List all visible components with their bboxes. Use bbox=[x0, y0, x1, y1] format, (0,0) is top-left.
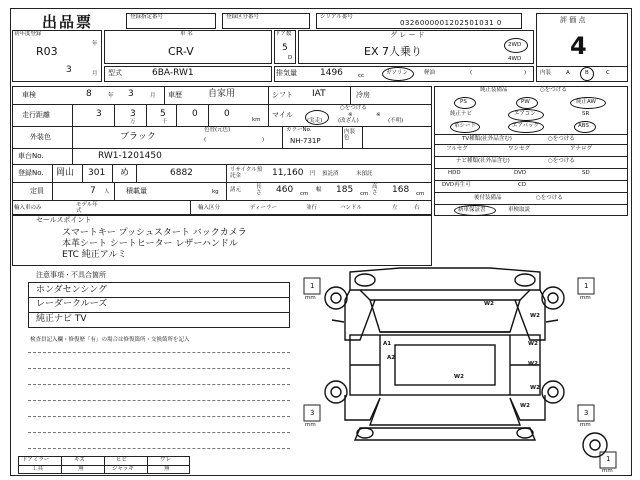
note-line-3: 純正ナビ TV bbox=[36, 314, 87, 324]
import-category-label: 輸入区分 bbox=[198, 205, 221, 211]
recycle-value: 11,160 bbox=[272, 168, 304, 178]
import-right: 右 bbox=[414, 205, 420, 211]
legend-scratch: キズ bbox=[74, 457, 85, 463]
serial-label: シリアル番号 bbox=[320, 14, 353, 20]
height-label: 高さ bbox=[372, 184, 378, 196]
serial-value: 0326000001202501031 0 bbox=[400, 19, 502, 27]
meter-actual: (実走) bbox=[307, 118, 323, 124]
equip-navi: 純正ナビ bbox=[450, 111, 473, 117]
mileage-digit-3: 5 bbox=[160, 109, 166, 119]
equipment-note: ○をつける bbox=[540, 87, 567, 93]
color-change-open: ( bbox=[204, 137, 207, 143]
sales-point-line-1: スマートキー プッシュスタート バックカメラ bbox=[62, 228, 247, 238]
dvd-cd: CD bbox=[518, 182, 527, 188]
meter-mark-2: ※ bbox=[376, 112, 381, 118]
equip-ac: エアコン bbox=[514, 111, 536, 117]
mileage-unit: km bbox=[252, 117, 261, 123]
legend-jack-none: 無 bbox=[164, 466, 170, 472]
model-year-label: モデル年式 bbox=[76, 202, 98, 215]
manual-book: 車検取説 bbox=[508, 207, 531, 213]
first-reg-month: 3 bbox=[66, 65, 72, 75]
equip-abs: ABS bbox=[578, 123, 589, 129]
chassis-label: 車台No. bbox=[18, 152, 44, 160]
plate-label: 登録No. bbox=[18, 169, 44, 177]
load-unit: kg bbox=[212, 189, 219, 195]
damage-mark-right-door-rear: W2 bbox=[528, 361, 538, 367]
inspection-label: 車検 bbox=[22, 91, 36, 99]
interior-grade-c: C bbox=[606, 70, 610, 76]
navi-dvd: DVD bbox=[514, 170, 527, 176]
fuel-gasoline: ガソリン bbox=[386, 70, 409, 76]
tv-fullseg: フルセグ bbox=[446, 146, 468, 152]
chassis-value: RW1-1201450 bbox=[98, 151, 162, 161]
shift-label: シフト bbox=[272, 91, 293, 99]
legend-jack: ジャッキ bbox=[112, 466, 134, 472]
legend-tools: 工具 bbox=[32, 466, 44, 472]
meter-note: ○をつける bbox=[340, 105, 367, 111]
usage-value: 自家用 bbox=[208, 89, 236, 99]
interior-color-label: 内装色 bbox=[344, 129, 356, 141]
tire-depth-fr: 1 bbox=[584, 282, 589, 290]
tv-analog: アナログ bbox=[570, 146, 593, 152]
meter-tampered: (改ざん) bbox=[338, 118, 359, 124]
import-left: 左 bbox=[392, 205, 398, 211]
width-value: 185 bbox=[336, 185, 354, 195]
equipment-title: 純正装備品 bbox=[480, 87, 508, 93]
shift-value: IAT bbox=[312, 89, 326, 99]
height-unit: cm bbox=[416, 191, 425, 197]
plate-kana: め bbox=[120, 168, 130, 178]
length-label: 長さ bbox=[256, 184, 262, 196]
recycle-label: リサイクル預託金 bbox=[230, 167, 263, 180]
sales-points-title: セールスポイント bbox=[36, 216, 92, 224]
plate-region: 岡山 bbox=[56, 168, 75, 178]
tire-depth-spare: 1 bbox=[606, 455, 611, 463]
fuel-other-close: ) bbox=[524, 70, 527, 76]
displacement-value: 1496 bbox=[320, 68, 343, 78]
damage-mark-right-door-front: W2 bbox=[528, 341, 538, 347]
vehicle-info-block bbox=[12, 86, 432, 216]
sales-point-line-3: ETC 純正アルミ bbox=[62, 250, 127, 260]
first-reg-label: 初年度登録 bbox=[14, 31, 42, 37]
width-unit: cm bbox=[360, 191, 369, 197]
sheet-title: 出品票 bbox=[42, 13, 94, 31]
doors-value: 5 bbox=[282, 43, 288, 53]
equip-pw: PW bbox=[521, 99, 530, 105]
inspection-month: 3 bbox=[128, 89, 134, 99]
tire-depth-rr-unit: mm bbox=[580, 422, 591, 428]
first-reg-year-unit: 年 bbox=[92, 41, 98, 47]
height-value: 168 bbox=[392, 185, 410, 195]
tv-oneseg: ワンセグ bbox=[508, 146, 531, 152]
capacity-value: 7 bbox=[90, 186, 96, 196]
color-code-value: NH-731P bbox=[290, 137, 321, 145]
interior-grade-label: 内装 bbox=[540, 70, 552, 76]
reg-number-label: 登録指定番号 bbox=[130, 14, 164, 20]
equip-airbag: エアバッグ bbox=[512, 123, 540, 129]
aftermarket-note: ○をつける bbox=[536, 195, 563, 201]
doors-unit: D bbox=[288, 55, 293, 61]
mileage-digit-2: 3 bbox=[130, 109, 136, 119]
damage-mark-left-door-rear: A2 bbox=[387, 355, 396, 361]
meter-mark-1: ※ bbox=[348, 112, 353, 118]
exterior-color-label: 外装色 bbox=[30, 133, 51, 141]
tire-depth-spare-unit: mm bbox=[602, 468, 613, 474]
aftermarket-label: 後付装備品 bbox=[474, 195, 502, 201]
recycle-deposited: 預託済 bbox=[322, 171, 339, 177]
color-code-label: カラーNo. bbox=[286, 127, 312, 133]
equip-aw: 純正AW bbox=[576, 99, 596, 105]
legend-crack: ヒビ bbox=[116, 457, 128, 463]
model-label: 型式 bbox=[108, 69, 122, 77]
navi-sd: SD bbox=[582, 170, 590, 176]
rating-value: 4 bbox=[570, 32, 587, 60]
tire-depth-fl: 1 bbox=[310, 282, 315, 290]
interior-grade-a: A bbox=[566, 70, 570, 76]
doors-label: ドア数 bbox=[275, 31, 292, 37]
model-value: 6BA-RW1 bbox=[152, 68, 194, 78]
recycle-not-deposited: 未預託 bbox=[356, 171, 373, 177]
mileage-man-unit: 万 bbox=[130, 119, 136, 125]
length-value: 460 bbox=[276, 185, 294, 195]
import-handle: ハンドル bbox=[340, 205, 363, 211]
legend-mirror: ドアミラー bbox=[22, 457, 50, 463]
plate-class: 301 bbox=[88, 168, 106, 178]
exterior-color-value: ブラック bbox=[120, 132, 156, 142]
note-line-1: ホンダセンシング bbox=[36, 285, 108, 295]
tire-depth-rl: 3 bbox=[310, 409, 315, 417]
tire-depth-rr: 3 bbox=[584, 409, 589, 417]
color-change-label: 色替(元色) bbox=[204, 127, 231, 133]
mileage-digit-1: 3 bbox=[96, 109, 102, 119]
dims-label: 諸元 bbox=[230, 187, 242, 193]
legend-break: ワレ bbox=[160, 457, 172, 463]
import-parallel: 並行 bbox=[306, 205, 318, 211]
import-only-label: 輸入車のみ bbox=[14, 205, 42, 211]
tv-type-note: ○をつける bbox=[548, 136, 575, 142]
grade-value: EX 7人乗り bbox=[364, 45, 422, 58]
car-name-label: 車 名 bbox=[180, 31, 193, 37]
inspector-note: 検査員記入欄・修復歴「有」の場合は修復箇所・交換箇所を記入 bbox=[30, 337, 190, 343]
tv-type-label: TV種類(社外品含む) bbox=[462, 136, 512, 142]
tire-depth-fl-unit: mm bbox=[305, 295, 316, 301]
displacement-label: 排気量 bbox=[276, 69, 297, 77]
navi-hdd: HDD bbox=[448, 170, 461, 176]
usage-label: 車歴 bbox=[168, 91, 182, 99]
plate-number: 6882 bbox=[170, 168, 193, 178]
tire-depth-rl-unit: mm bbox=[305, 422, 316, 428]
notes-title: 注意事項・不具合箇所 bbox=[36, 271, 106, 279]
drive-2wd: 2WD bbox=[508, 42, 522, 48]
navi-type-note: ○をつける bbox=[548, 158, 575, 164]
damage-mark-bumper: W2 bbox=[520, 403, 530, 409]
color-change-close: ) bbox=[262, 137, 265, 143]
inspection-month-unit: 月 bbox=[150, 93, 156, 99]
fuel-other-open: ( bbox=[470, 70, 473, 76]
damage-mark-left-door-front: A1 bbox=[383, 341, 392, 347]
import-dealer: ディーラー bbox=[250, 205, 278, 211]
mileage-digit-5: 0 bbox=[224, 109, 230, 119]
legend-tools-none: 無 bbox=[78, 466, 84, 472]
capacity-label: 定員 bbox=[30, 187, 44, 195]
car-name-value: CR-V bbox=[168, 45, 194, 58]
equip-sr: SR bbox=[582, 111, 590, 117]
capacity-unit: 人 bbox=[104, 189, 110, 195]
tire-depth-fr-unit: mm bbox=[580, 295, 591, 301]
dvd-playback-label: DVD再生可 bbox=[442, 182, 471, 188]
damage-mark-rear-right: W2 bbox=[530, 385, 540, 391]
drive-4wd: 4WD bbox=[508, 56, 522, 62]
equip-ps: PS bbox=[460, 99, 467, 105]
width-label: 幅 bbox=[316, 187, 322, 193]
inspection-year: 8 bbox=[86, 89, 92, 99]
first-reg-month-unit: 月 bbox=[92, 71, 98, 77]
mileage-label: 走行距離 bbox=[22, 111, 50, 119]
recycle-unit: 円 bbox=[310, 171, 316, 177]
meter-unknown: (不明) bbox=[388, 118, 404, 124]
sales-point-line-2: 本革シート シートヒーター レザーハンドル bbox=[62, 239, 238, 249]
fuel-diesel: 軽油 bbox=[424, 70, 436, 76]
meter-label: マイル bbox=[272, 111, 293, 119]
mileage-sen-unit: 千 bbox=[162, 119, 168, 125]
damage-mark-hood: W2 bbox=[484, 301, 494, 307]
damage-mark-rear-center: W2 bbox=[454, 374, 464, 380]
interior-grade-b: B bbox=[585, 70, 589, 76]
displacement-unit: cc bbox=[358, 73, 365, 79]
grade-label: グ レ ー ド bbox=[390, 31, 425, 39]
damage-mark-right-front: W2 bbox=[530, 313, 540, 319]
equip-leather: 革シート bbox=[454, 123, 477, 129]
note-line-2: レーダークルーズ bbox=[36, 299, 108, 309]
load-label: 積載量 bbox=[126, 187, 147, 195]
inspection-year-unit: 年 bbox=[108, 93, 114, 99]
length-unit: cm bbox=[300, 191, 309, 197]
navi-type-label: ナビ種類(社外品含む) bbox=[456, 158, 510, 164]
mileage-digit-4: 0 bbox=[192, 109, 198, 119]
first-reg-year: R03 bbox=[36, 45, 58, 58]
reg-class-label: 登録区分番号 bbox=[226, 14, 260, 20]
warranty-book: 新車保証書 bbox=[458, 207, 486, 213]
ac-label: 冷房 bbox=[356, 91, 370, 99]
rating-label: 評 価 点 bbox=[560, 16, 586, 24]
